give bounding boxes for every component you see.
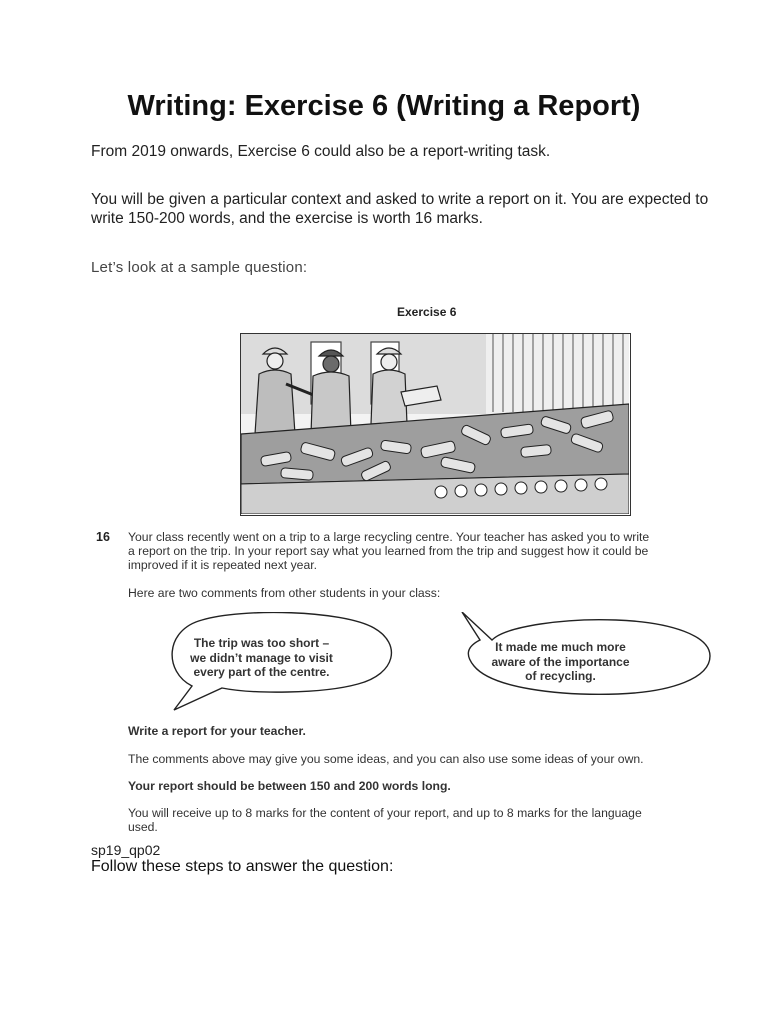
student-comment-1: The trip was too short – we didn’t manage to visit every part of the centre. — [190, 636, 333, 679]
question-text-line: improved if it is repeated next year. — [128, 558, 318, 572]
comments-intro: Here are two comments from other students in your class: — [128, 586, 441, 600]
source-code-label: sp19_qp02 — [91, 842, 161, 858]
marks-instruction-cont: used. — [128, 820, 158, 834]
exercise-heading: Exercise 6 — [397, 305, 457, 319]
question-text-line: Your class recently went on a trip to a large recycling centre. Your teacher has asked you to write — [128, 530, 650, 544]
sample-question-lead: Let’s look at a sample question: — [91, 259, 308, 276]
student-comment-2: It made me much more aware of the importance of recycling. — [491, 640, 630, 683]
question-text-line: a report on the trip. In your report say what you learned from the trip and suggest how it could be — [128, 544, 649, 558]
question-number: 16 — [96, 530, 110, 544]
intro-paragraph: From 2019 onwards, Exercise 6 could also be a report-writing task. — [91, 143, 551, 160]
page-title: Writing: Exercise 6 (Writing a Report) — [127, 90, 641, 122]
recycling-centre-illustration — [240, 333, 631, 516]
task-instruction: Write a report for your teacher. — [128, 724, 306, 738]
context-paragraph: You will be given a particular context and asked to write a report on it. You are expected to write 150-200 words, and the exercise is worth 16 marks. — [91, 191, 709, 227]
marks-instruction: You will receive up to 8 marks for the content of your report, and up to 8 marks for the language — [128, 806, 642, 820]
exam-question-image — [90, 295, 768, 840]
follow-steps-text: Follow these steps to answer the question: — [91, 858, 394, 875]
recycling-workers-drawing — [241, 334, 629, 514]
word-count-instruction: Your report should be between 150 and 200 words long. — [128, 779, 451, 793]
task-instruction: The comments above may give you some ideas, and you can also use some ideas of your own. — [128, 752, 644, 766]
